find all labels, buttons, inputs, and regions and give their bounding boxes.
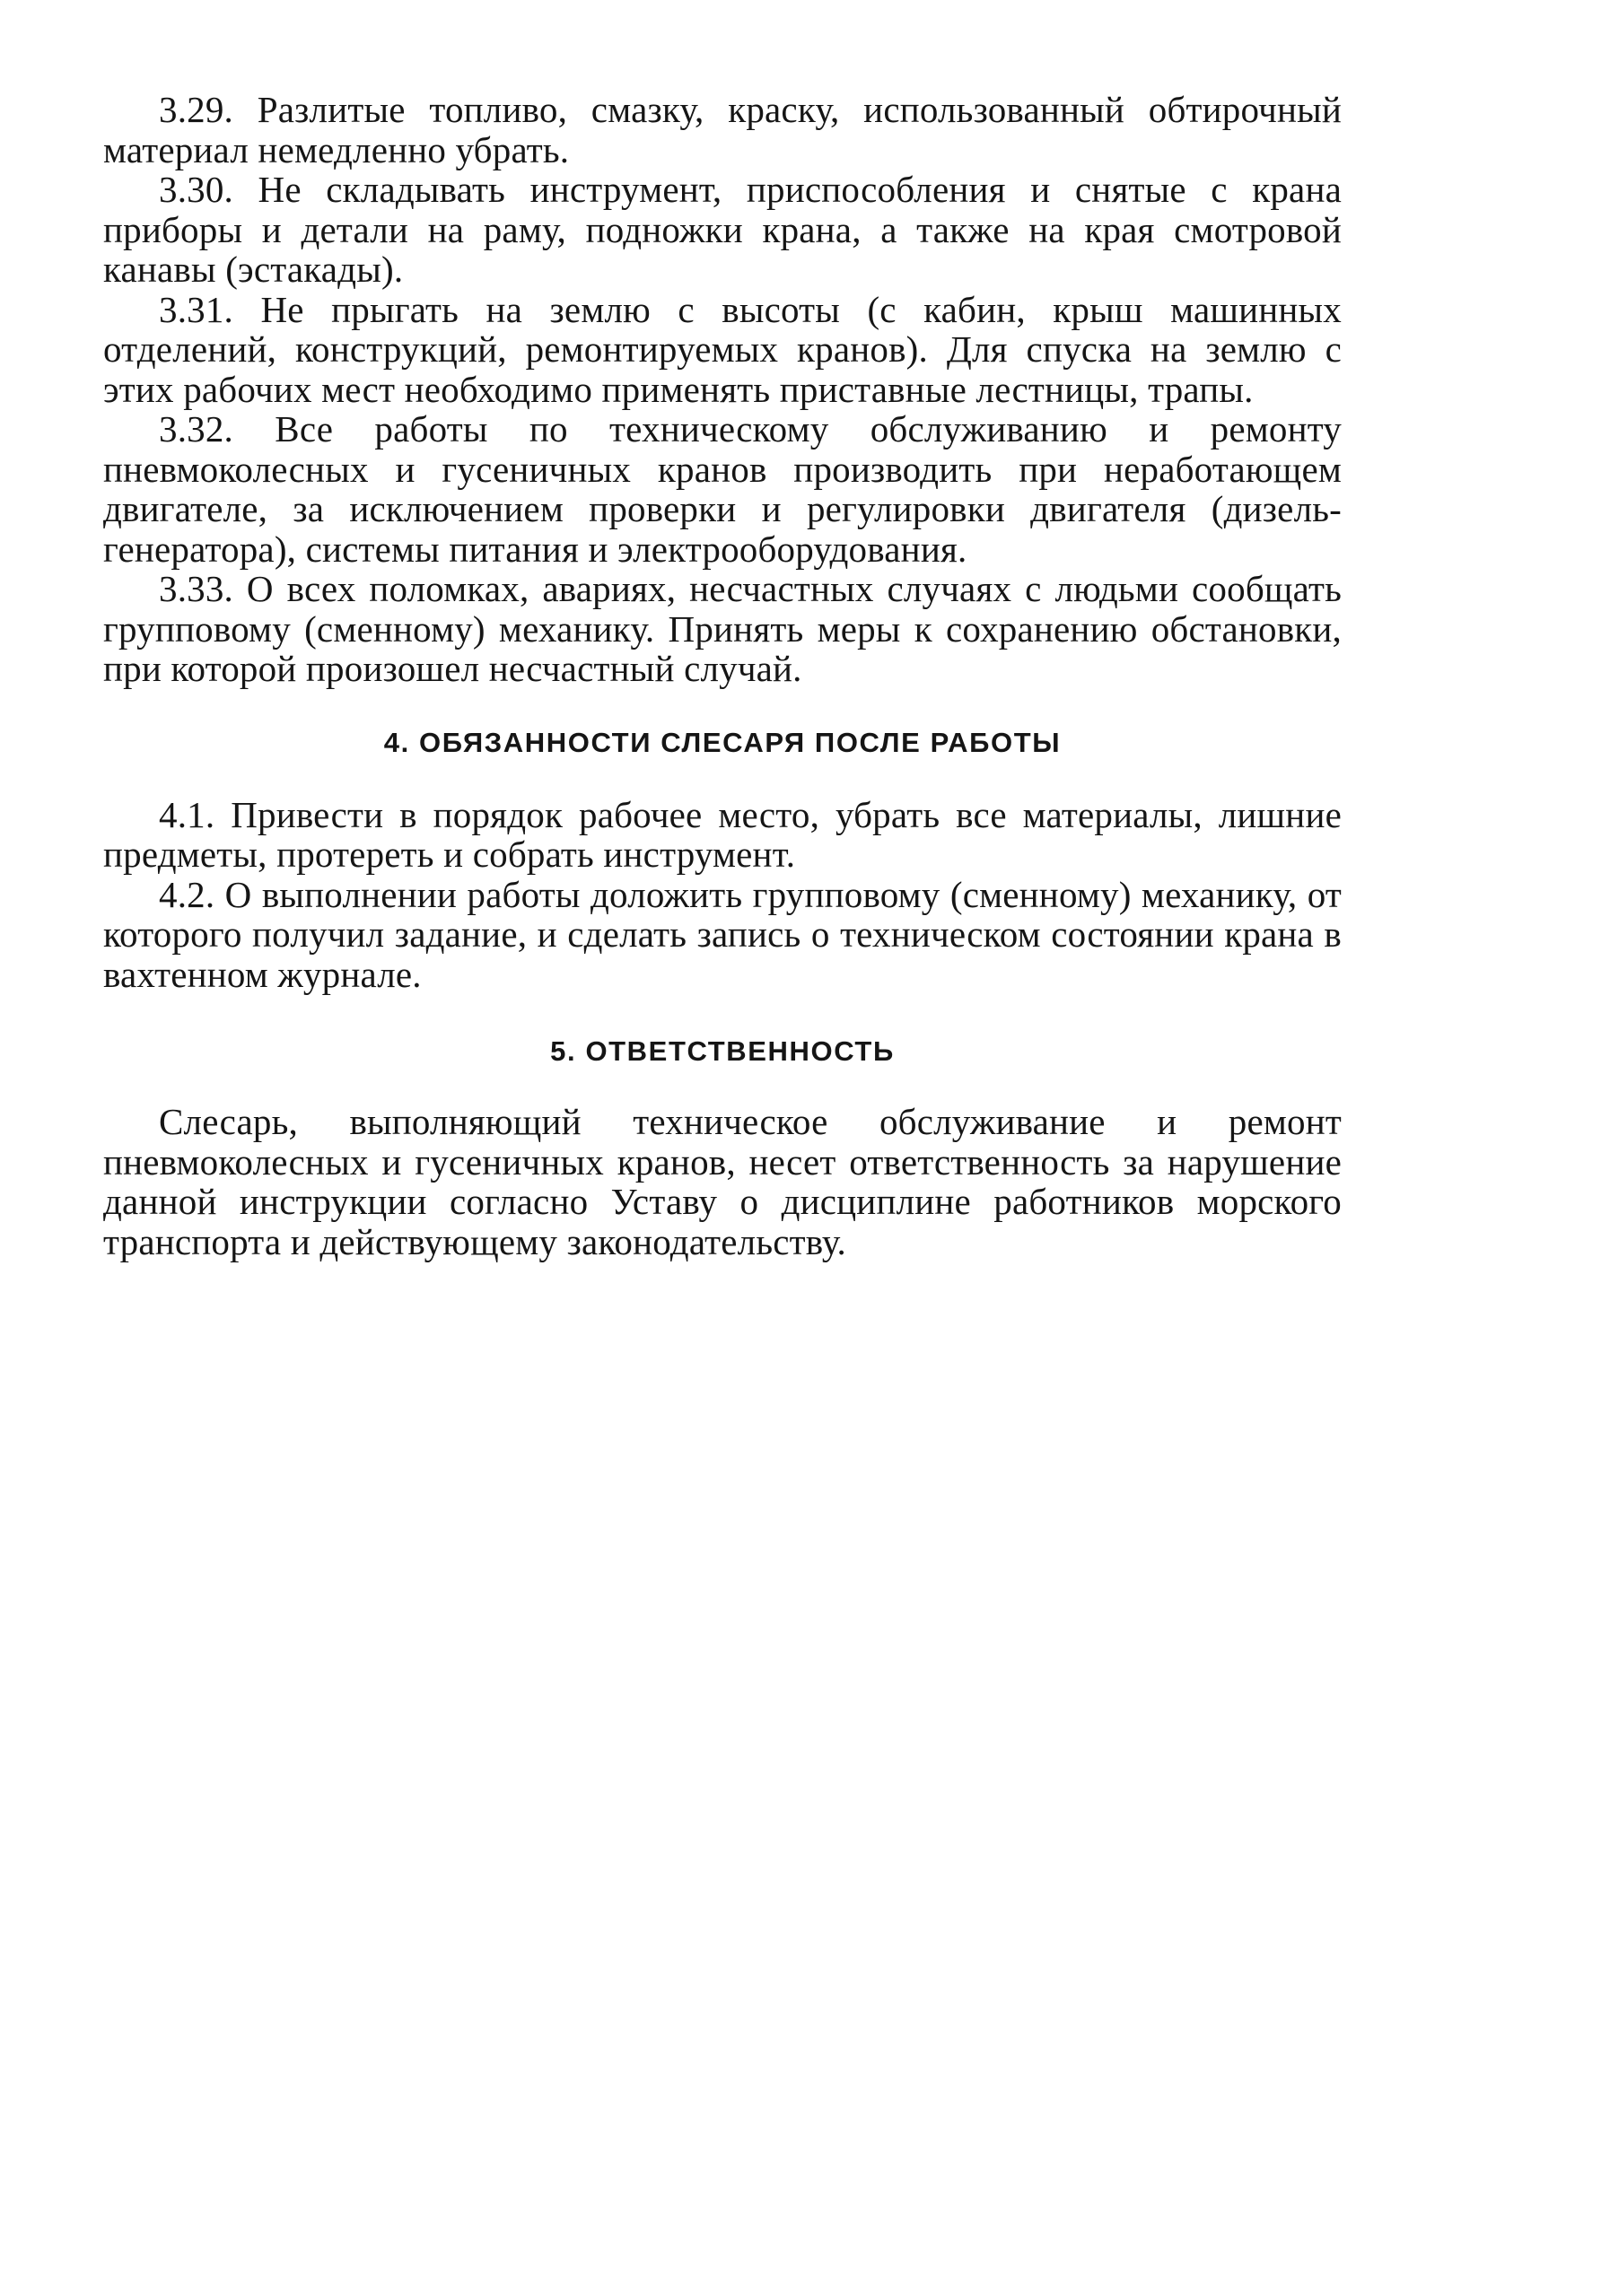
paragraph-4-1: 4.1. Привести в порядок рабочее место, убрать все материалы, лишние предметы, протереть и собрать инструмент. — [103, 793, 1342, 875]
section-5-heading: 5. ОТВЕТСТВЕННОСТЬ — [550, 1035, 895, 1067]
paragraph-3-33: 3.33. О всех поломках, авариях, несчастных случаях с людьми сообщать групповому (сменному) механику. Принять меры к сохранению обстановки, при которой произошел несчастный случай. — [103, 568, 1342, 689]
paragraph-3-30: 3.30. Не складывать инструмент, приспособления и снятые с крана приборы и детали на раму, подножки крана, а также на края смотровой канавы (эстакады). — [103, 169, 1342, 290]
section-4-heading: 4. ОБЯЗАННОСТИ СЛЕСАРЯ ПОСЛЕ РАБОТЫ — [383, 726, 1062, 758]
paragraph-4-2: 4.2. О выполнении работы доложить групповому (сменному) механику, от которого получил задание, и сделать запись о техническом состоянии крана в вахтенном журнале. — [103, 873, 1342, 995]
document-page — [103, 90, 1342, 1261]
paragraph-3-31: 3.31. Не прыгать на землю с высоты (с кабин, крыш машинных отделений, конструкций, ремонтируемых кранов). Для спуска на землю с этих рабочих мест необходимо применять приставные лестницы, трапы. — [103, 288, 1342, 410]
paragraph-3-32: 3.32. Все работы по техническому обслуживанию и ремонту пневмоколесных и гусеничных кранов производить при неработающем двигателе, за исключением проверки и регулировки двигателя (дизель-генератора), системы питания и электрооборудования. — [103, 408, 1342, 570]
paragraph-3-29: 3.29. Разлитые топливо, смазку, краску, использованный обтирочный материал немедленно убрать. — [103, 89, 1342, 170]
paragraph-5: Слесарь, выполняющий техническое обслуживание и ремонт пневмоколесных и гусеничных кранов, несет ответственность за нарушение данной инструкции согласно Уставу о дисциплине работников морского транспорта и действующему законодательству. — [103, 1101, 1342, 1262]
